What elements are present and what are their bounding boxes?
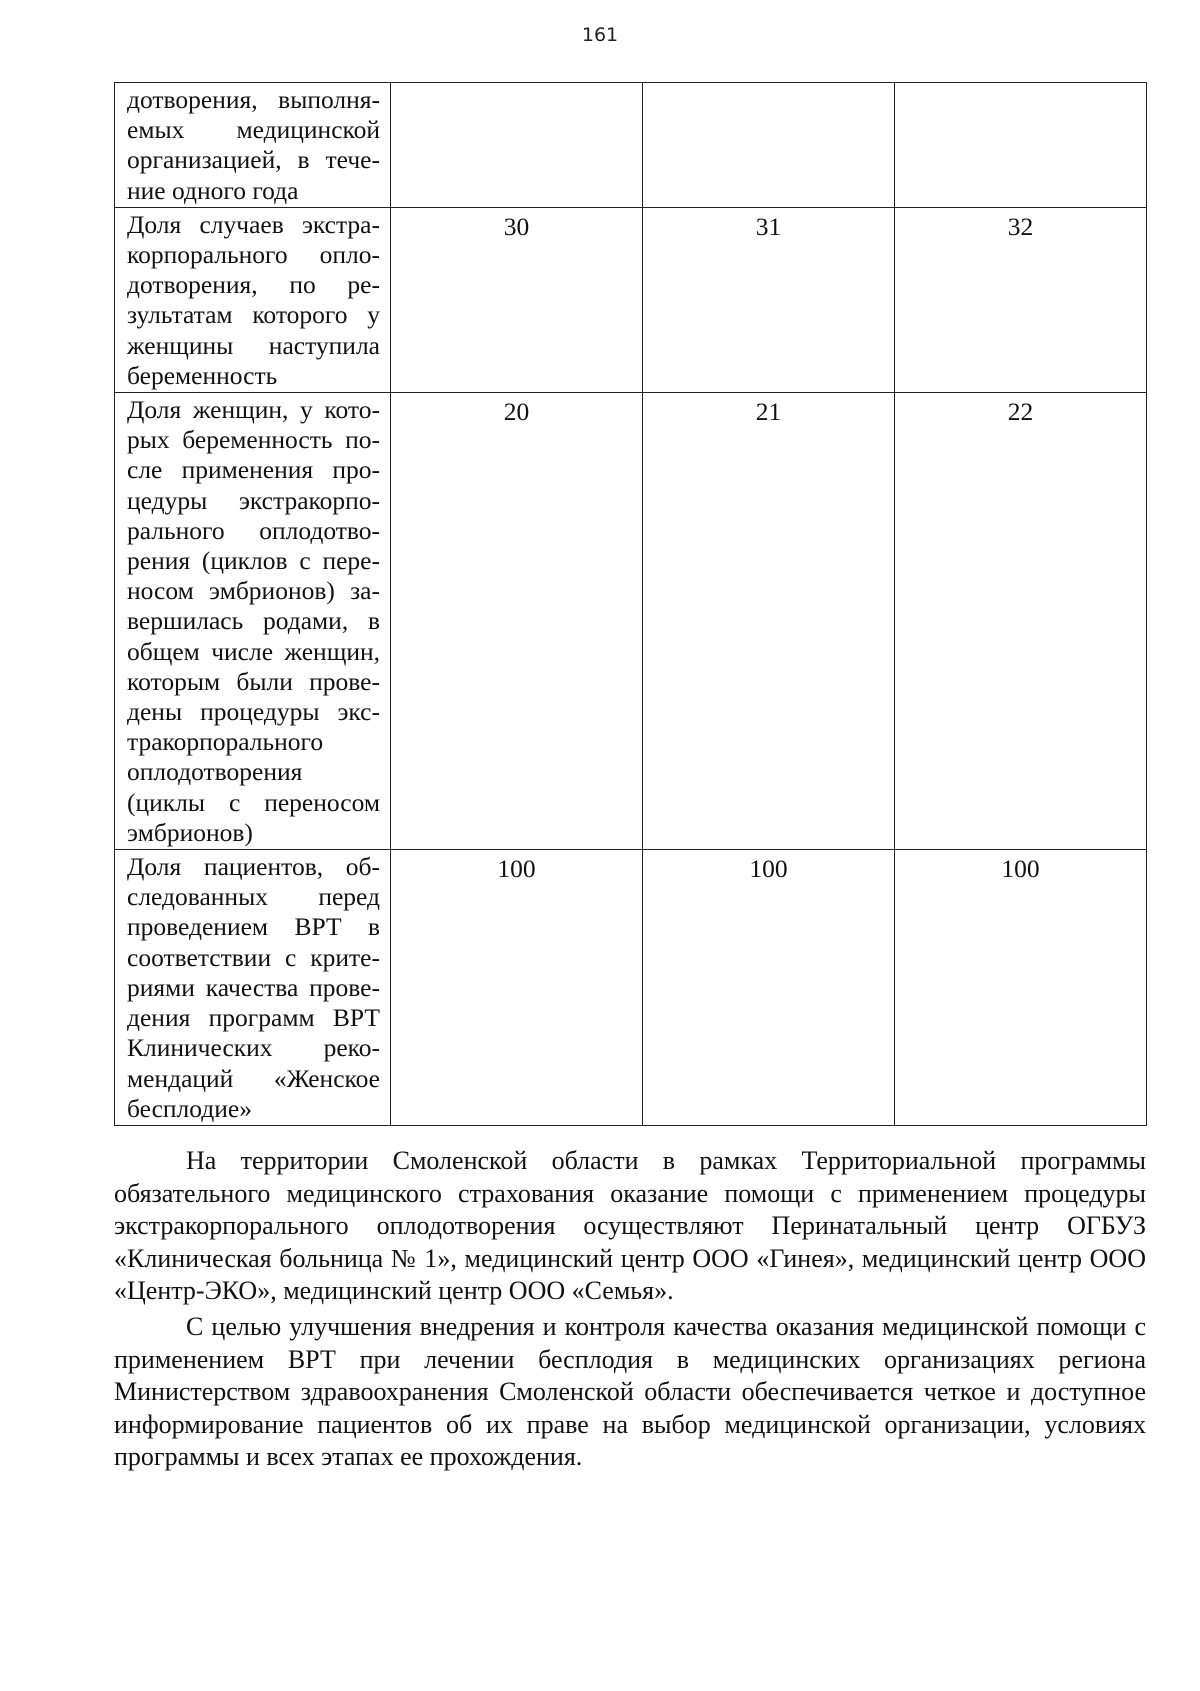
- indicator-table: [114, 82, 1147, 1126]
- indicator-name-cell: Доля женщин, у которых беременность после применения процедуры экстракорпорального оплодотворения (циклов с переносом эмбрионов) завершилась родами, в общем числе женщин, которым были проведены процедуры экстракорпорального оплодотворения (циклы с переносом эмбрионов): [115, 393, 391, 850]
- paragraph: С целью улучшения внедрения и контроля качества оказания медицинской помощи с применением ВРТ при лечении бесплодия в медицинских организациях региона Министерством здравоохранения Смоленской области обеспечивается четкое и доступное информирование пациентов об их праве на выбор медицинской организации, условиях программы и всех этапах ее прохождения.: [114, 1311, 1146, 1472]
- value-cell: 100: [643, 850, 895, 1126]
- value-cell: 100: [895, 850, 1147, 1126]
- value-cell: 20: [391, 393, 643, 850]
- value-cell: 100: [391, 850, 643, 1126]
- page-number: 161: [581, 24, 619, 46]
- value-cell: [391, 83, 643, 208]
- value-cell: [643, 83, 895, 208]
- body-text: [114, 1145, 1146, 1477]
- table-row: [115, 207, 1147, 392]
- table-row: [115, 393, 1147, 850]
- table-row: [115, 850, 1147, 1126]
- value-cell: 32: [895, 207, 1147, 392]
- value-cell: [895, 83, 1147, 208]
- indicator-name-cell: Доля случаев экстракорпорального оплодотворения, по результатам которого у женщины наступила беременность: [115, 207, 391, 392]
- paragraph: На территории Смоленской области в рамках Территориальной программы обязательного медицинского страхования оказание помощи с применением процедуры экстракорпорального оплодотворения осуществляют Перинатальный центр ОГБУЗ «Клиническая больница № 1», медицинский центр ООО «Гинея», медицинский центр ООО «Центр-ЭКО», медицинский центр ООО «Семья».: [114, 1146, 1146, 1306]
- value-cell: 22: [895, 393, 1147, 850]
- indicator-name-cell: Доля пациентов, обследованных перед проведением ВРТ в соответствии с критериями качества проведения программ ВРТ Клинических рекомендаций «Женское бесплодие»: [115, 850, 391, 1126]
- value-cell: 30: [391, 207, 643, 392]
- table-row: [115, 83, 1147, 208]
- indicator-name-cell: дотворения, выполняемых медицинской организацией, в течение одного года: [115, 83, 391, 208]
- value-cell: 31: [643, 207, 895, 392]
- value-cell: 21: [643, 393, 895, 850]
